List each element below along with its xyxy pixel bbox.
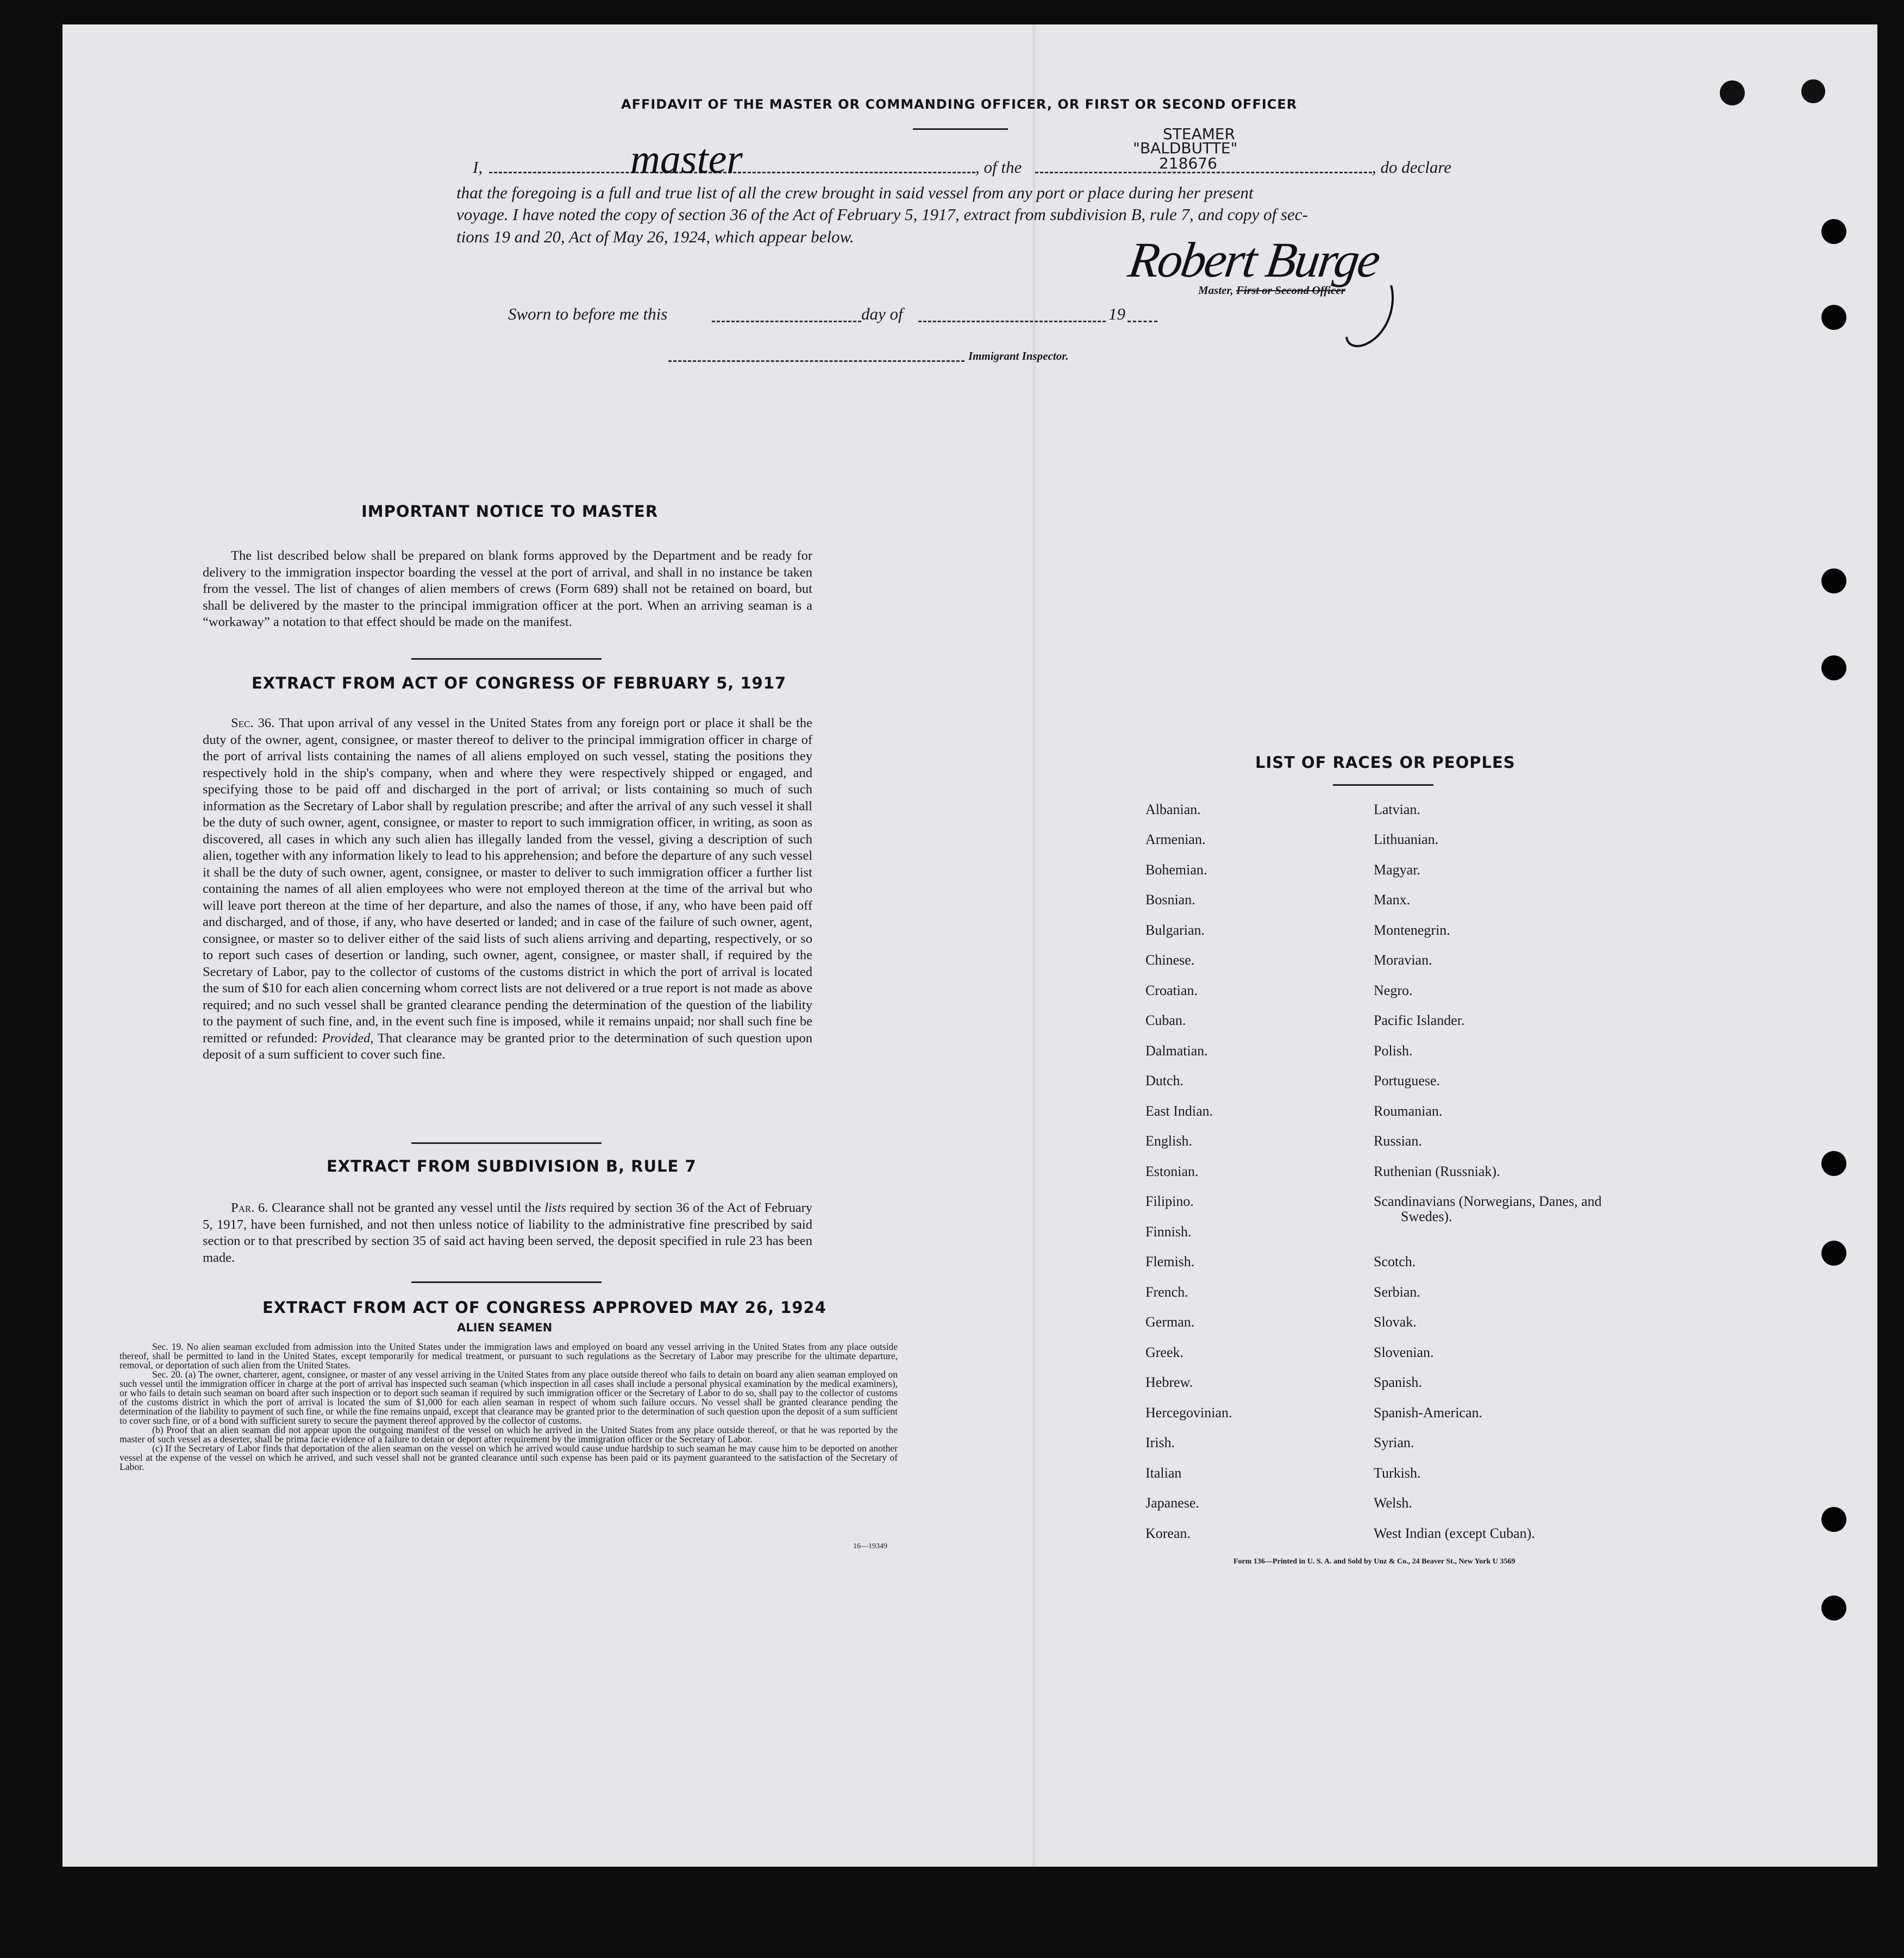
race-left: Cuban. bbox=[1145, 1012, 1186, 1028]
notice-title: IMPORTANT NOTICE TO MASTER bbox=[361, 502, 659, 521]
race-left: East Indian. bbox=[1145, 1103, 1213, 1119]
race-left: Irish. bbox=[1145, 1435, 1175, 1450]
race-right: Scotch. bbox=[1374, 1254, 1416, 1269]
race-left: Croatian. bbox=[1145, 983, 1198, 998]
section-rule bbox=[411, 1281, 602, 1283]
section-rule bbox=[411, 1142, 602, 1144]
race-left: German. bbox=[1145, 1314, 1195, 1330]
affidavit-line-3: voyage. I have noted the copy of section 36 of the Act of February 5, 1917, extract from subdivision B, rule 7, and copy of sec- bbox=[456, 205, 1308, 224]
race-right: Magyar. bbox=[1374, 862, 1420, 878]
extract-1924-subtitle: ALIEN SEAMEN bbox=[457, 1321, 553, 1334]
punch-hole bbox=[1821, 655, 1846, 680]
sworn-month-blank bbox=[918, 321, 1106, 322]
punch-hole bbox=[1821, 305, 1846, 330]
race-right: Serbian. bbox=[1374, 1284, 1420, 1300]
print-code: 16—19349 bbox=[853, 1542, 887, 1550]
race-left: Chinese. bbox=[1145, 952, 1195, 968]
signature-flourish bbox=[1337, 283, 1402, 353]
par-6-label: Par. 6. bbox=[231, 1200, 268, 1215]
notice-body: The list described below shall be prepared on blank forms approved by the Department and be ready for delivery to the immigration inspector boarding the vessel at the port of arrival, and shall in no instance be taken from the vessel. The list of changes of alien members of crews (Form 689) shall not be retained on board, but shall be delivered by the master to the principal immigration officer at the port. When an arriving seaman is a “workaway” a notation to that effect should be made on the manifest. bbox=[203, 548, 812, 629]
signature: Robert Burge bbox=[1125, 232, 1382, 287]
sworn-day-blank bbox=[712, 321, 861, 322]
sec-20a-text: Sec. 20. (a) The owner, charterer, agent, consignee, or master of any vessel arriving in the United States from any place outside thereof who fails to detain on board any alien seaman employed on such vessel until the immigration officer in charge at the port of arrival has inspected such seaman (which inspection in all cases shall include a personal physical examination by the medical examiners), or who fails to detain such seaman on board after such inspection or to deport such seaman if required by such immigration officer or the Secretary of Labor to do so, shall pay to the collector of customs of the customs district in which the port of arrival is located the sum of $1,000 for each alien seaman in respect of whom such failure occurs. No vessel shall be granted clearance pending the determination of the liability to payment of such fine, or while the fine remains unpaid, except that clearance may be granted prior to the determination of such question upon the deposit of a sum sufficient to cover such fine, or of a bond with sufficient surety to secure the payment thereof approved by the collector of customs. bbox=[120, 1369, 898, 1426]
race-left: Hercegovinian. bbox=[1145, 1405, 1232, 1421]
extract-1924-body bbox=[120, 1342, 898, 1472]
race-left: Bosnian. bbox=[1145, 892, 1195, 908]
race-right: Spanish. bbox=[1374, 1374, 1422, 1390]
race-left: Estonian. bbox=[1145, 1163, 1199, 1179]
i-value: master bbox=[630, 136, 743, 182]
race-left: Korean. bbox=[1145, 1525, 1191, 1541]
race-left: Japanese. bbox=[1145, 1495, 1199, 1511]
center-fold bbox=[1032, 24, 1036, 1867]
binder-mark bbox=[1801, 79, 1825, 103]
race-left: Bulgarian. bbox=[1145, 922, 1205, 938]
sworn-year-blank bbox=[1128, 321, 1157, 322]
punch-hole bbox=[1821, 219, 1846, 244]
par-6-text-b: required by section 36 of the Act of February 5, 1917, have been furnished, and not then unless notice of liability to the administrative fine prescribed by said section or to that prescribed by section 35 of said act having been served, the deposit specified in rule 23 has been made. bbox=[203, 1200, 813, 1265]
sec-36-text: That upon arrival of any vessel in the United States from any foreign port or place it shall be the duty of the owner, agent, consignee, or master thereof to deliver to the principal immigration officer in charge of the port of arrival lists containing the names of all aliens employed on such vessel, stating the positions they respectively hold in the ship's company, when and where they were respectively shipped or engaged, and specifying those to be paid off and discharged in the port of arrival; or lists containing so much of such information as the Secretary of Labor shall by regulation prescribe; and after the arrival of any such vessel it shall be the duty of such owner, agent, consignee, or master to report to such immigration officer, in writing, as soon as discovered, all cases in which any such alien has illegally landed from the vessel, giving a description of such alien, together with any information likely to lead to his apprehension; and before the departure of any such vessel it shall be the duty of such owner, agent, consignee, or master to deliver to such immigration officer a further list containing the names of all alien employees who were not employed thereon at the time of the arrival but who will leave port thereon at the time of her departure, and also the names of those, if any, who have been paid off and discharged, and of those, if any, who have deserted or landed; and in case of the failure of such owner, agent, consignee, or master so to deliver either of the said lists of such aliens arriving and departing, respectively, or so to report such cases of desertion or landing, such owner, agent, consignee, or master shall, if required by the Secretary of Labor, pay to the collector of customs of the customs district in which the port of arrival is located the sum of $10 for each alien concerning whom correct lists are not delivered or a true report is not made as above required; and no such vessel shall be granted clearance pending the determination of the question of the liability to the payment of such fine, and, in the event such fine is imposed, while it remains unpaid; nor shall such fine be remitted or refunded: bbox=[203, 716, 812, 1046]
steamer-line-2: "BALDBUTTE" bbox=[1133, 139, 1238, 157]
signature-caption bbox=[1198, 284, 1345, 297]
sec-36-label: Sec. 36. bbox=[231, 716, 275, 730]
race-right: Manx. bbox=[1374, 892, 1411, 908]
races-title: LIST OF RACES OR PEOPLES bbox=[1255, 753, 1515, 772]
race-left: Italian bbox=[1145, 1465, 1182, 1481]
race-left: Dalmatian. bbox=[1145, 1043, 1208, 1059]
binder-mark bbox=[1720, 80, 1745, 105]
race-right: Welsh. bbox=[1374, 1495, 1412, 1511]
section-rule bbox=[411, 658, 602, 660]
race-left: Dutch. bbox=[1145, 1073, 1184, 1089]
extract-1917-title: EXTRACT FROM ACT OF CONGRESS OF FEBRUARY 5, 1917 bbox=[252, 674, 787, 692]
sec-19-text: Sec. 19. No alien seaman excluded from admission into the United States under the immigration laws and employed on board any vessel arriving in the United States from any place outside thereof, shall be permitted to land in the United States, except temporarily for medical treatment, or pursuant to such regulations as the Secretary of Labor may prescribe for the ultimate departure, removal, or deportation of such alien from the United States. bbox=[120, 1341, 898, 1371]
day-of-label: day of bbox=[861, 304, 903, 323]
steamer-number: 218676 bbox=[1159, 154, 1217, 172]
race-left: Albanian. bbox=[1145, 802, 1201, 817]
of-the-label: , of the bbox=[975, 158, 1022, 177]
race-left: Greek. bbox=[1145, 1344, 1184, 1360]
race-right: Ruthenian (Russniak). bbox=[1374, 1163, 1500, 1179]
sec-20b-text: (b) Proof that an alien seaman did not appear upon the outgoing manifest of the vessel on which he arrived in the United States from any place outside thereof, or that he was reported by the master of such vessel as a deserter, shall be prima facie evidence of a failure to detain or deport after requirement by the immigration officer or the Secretary of Labor. bbox=[120, 1424, 898, 1444]
title-rule bbox=[913, 128, 1008, 130]
race-left: Armenian. bbox=[1145, 831, 1206, 847]
do-declare: , do declare bbox=[1372, 158, 1452, 177]
sec-20c-text: (c) If the Secretary of Labor finds that deportation of the alien seaman on the vessel on which he arrived would cause undue hardship to such seaman he may cause him to be deported on another vessel at the expense of the vessel on which he arrived, and such vessel shall not be granted clearance until such expense has been paid or its payment guaranteed to the satisfaction of the Secretary of Labor. bbox=[120, 1443, 898, 1472]
provided-word: Provided, bbox=[322, 1030, 374, 1046]
affidavit-line-2: that the foregoing is a full and true list of all the crew brought in said vessel from any port or place during her present bbox=[456, 183, 1254, 202]
race-right: Latvian. bbox=[1374, 802, 1420, 817]
affidavit-title: AFFIDAVIT OF THE MASTER OR COMMANDING OFFICER, OR FIRST OR SECOND OFFICER bbox=[621, 97, 1298, 112]
steamer-line-1: STEAMER bbox=[1163, 125, 1236, 143]
race-left: Bohemian. bbox=[1145, 862, 1207, 878]
race-right: Polish. bbox=[1374, 1043, 1413, 1059]
race-right: Russian. bbox=[1374, 1133, 1422, 1149]
i-label: I, bbox=[473, 158, 483, 177]
punch-hole bbox=[1821, 1241, 1846, 1266]
race-right: Slovenian. bbox=[1374, 1344, 1434, 1360]
punch-hole bbox=[1821, 1507, 1846, 1532]
extract-1924-title: EXTRACT FROM ACT OF CONGRESS APPROVED MAY 26, 1924 bbox=[262, 1298, 826, 1317]
race-right: Lithuanian. bbox=[1374, 831, 1439, 847]
form-footer: Form 136—Printed in U. S. A. and Sold by Unz & Co., 24 Beaver St., New York U 3569 bbox=[1233, 1557, 1515, 1566]
race-right: Moravian. bbox=[1374, 952, 1432, 968]
race-right: Scandinavians (Norwegians, Danes, and Swedes). bbox=[1374, 1193, 1602, 1224]
race-left: Hebrew. bbox=[1145, 1374, 1193, 1390]
race-left: Filipino. bbox=[1145, 1193, 1194, 1209]
signature-caption-prefix: Master, bbox=[1198, 284, 1233, 297]
sec-36-end: That clearance may be granted prior to the determination of such question upon deposit of a sum sufficient to cover such fine. bbox=[203, 1030, 813, 1062]
par-6-text-a: Clearance shall not be granted any vessel until the bbox=[272, 1200, 541, 1215]
extract-1917-body bbox=[203, 715, 812, 1064]
signature-caption-struck: First or Second Officer bbox=[1236, 284, 1345, 297]
race-right: West Indian (except Cuban). bbox=[1374, 1525, 1535, 1541]
race-left: French. bbox=[1145, 1284, 1188, 1300]
race-right: Spanish-American. bbox=[1374, 1405, 1483, 1421]
lists-word: lists bbox=[544, 1200, 566, 1215]
inspector-label: Immigrant Inspector. bbox=[968, 349, 1069, 362]
year-label: 19 bbox=[1108, 304, 1125, 323]
race-right: Negro. bbox=[1374, 983, 1413, 998]
inspector-blank bbox=[668, 360, 964, 362]
race-right: Pacific Islander. bbox=[1374, 1012, 1465, 1028]
race-right: Portuguese. bbox=[1374, 1073, 1440, 1089]
race-left: Flemish. bbox=[1145, 1254, 1195, 1269]
subdivision-b-body bbox=[203, 1200, 812, 1266]
affidavit-line-4: tions 19 and 20, Act of May 26, 1924, which appear below. bbox=[456, 227, 854, 246]
subdivision-b-title: EXTRACT FROM SUBDIVISION B, RULE 7 bbox=[327, 1157, 697, 1175]
punch-hole bbox=[1821, 1151, 1846, 1176]
punch-hole bbox=[1821, 568, 1846, 593]
race-right: Roumanian. bbox=[1374, 1103, 1443, 1119]
race-left: English. bbox=[1145, 1133, 1192, 1149]
punch-hole bbox=[1821, 1596, 1846, 1621]
race-right: Slovak. bbox=[1374, 1314, 1417, 1330]
races-rule bbox=[1333, 784, 1433, 786]
race-right: Syrian. bbox=[1374, 1435, 1414, 1450]
race-left: Finnish. bbox=[1145, 1224, 1192, 1240]
race-right: Turkish. bbox=[1374, 1465, 1421, 1481]
race-right: Montenegrin. bbox=[1374, 922, 1450, 938]
sworn-label: Sworn to before me this bbox=[508, 304, 668, 323]
